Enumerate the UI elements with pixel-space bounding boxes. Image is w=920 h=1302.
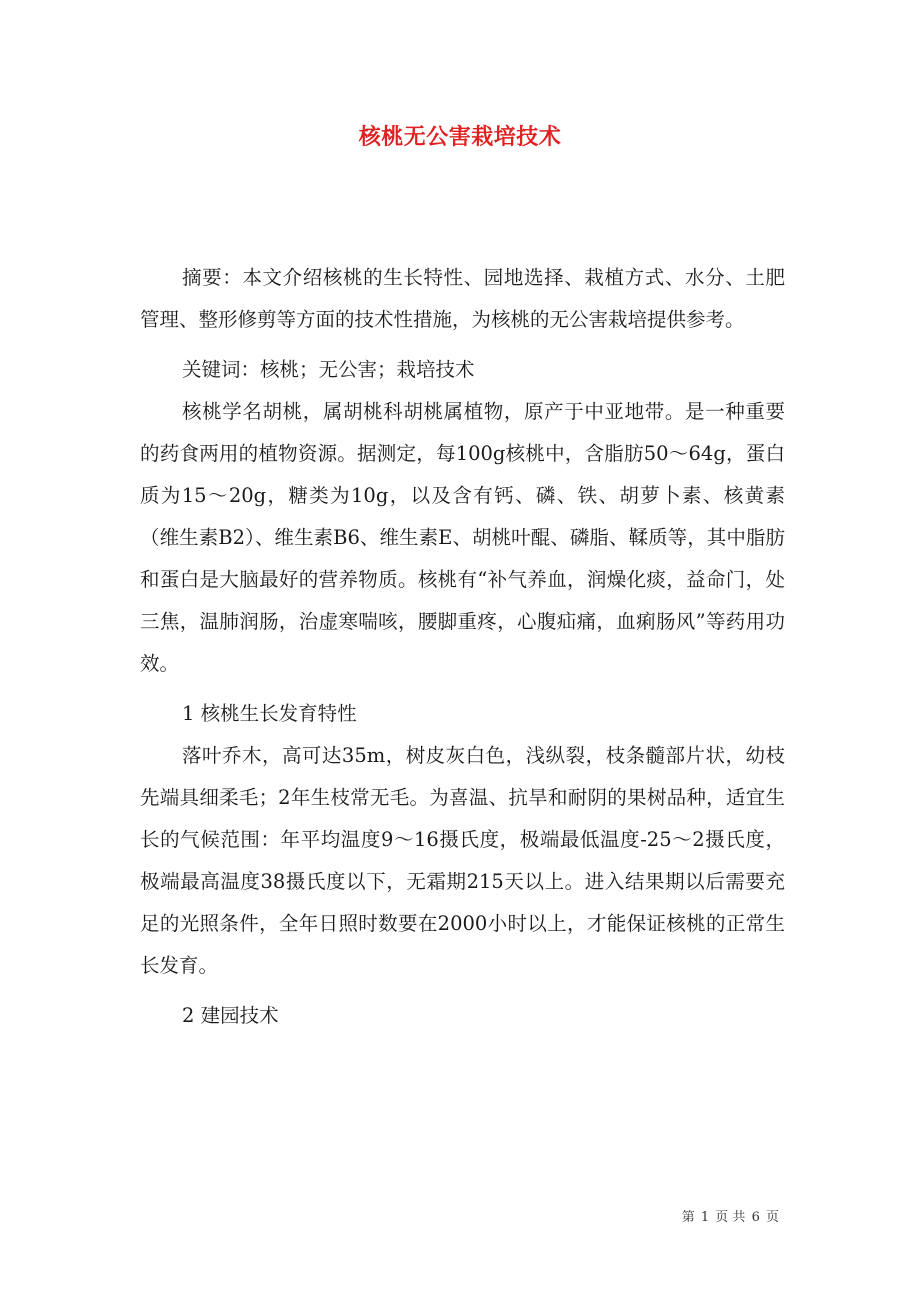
footer-page-number: 1 [700,1210,710,1225]
document-body [140,257,785,1037]
footer-mid: 页 共 [715,1210,746,1225]
section-1-paragraph: 落叶乔木，高可达35m，树皮灰白色，浅纵裂，枝条髓部片状，幼枝先端具细柔毛；2年生枝常无毛。为喜温、抗旱和耐阴的果树品种，适宜生长的气候范围：年平均温度9～16摄氏度，极端最低温度-25～2摄氏度，极端最高温度38摄氏度以下，无霜期215天以上。进入结果期以后需要充足的光照条件，全年日照时数要在2000小时以上，才能保证核桃的正常生长发育。 [140,744,785,977]
abstract-paragraph: 摘要：本文介绍核桃的生长特性、园地选择、栽植方式、水分、土肥管理、整形修剪等方面的技术性措施，为核桃的无公害栽培提供参考。 [140,266,785,331]
page-footer [681,1206,780,1225]
section-heading-2: 2 建园技术 [182,1004,279,1027]
footer-total-pages: 6 [751,1210,760,1225]
document-title: 核桃无公害栽培技术 [358,124,562,150]
footer-suffix: 页 [765,1210,779,1225]
footer-prefix: 第 [681,1210,695,1225]
section-heading-1: 1 核桃生长发育特性 [182,702,357,725]
intro-paragraph: 核桃学名胡桃，属胡桃科胡桃属植物，原产于中亚地带。是一种重要的药食两用的植物资源。据测定，每100g核桃中，含脂肪50～64g，蛋白质为15～20g，糖类为10g，以及含有钙、磷、铁、胡萝卜素、核黄素（维生素B2）、维生素B6、维生素E、胡桃叶醌、磷脂、鞣质等，其中脂肪和蛋白是大脑最好的营养物质。核桃有“补气养血，润燥化痰，益命门，处三焦，温肺润肠，治虚寒喘咳，腰脚重疼，心腹疝痛，血痢肠风”等药用功效。 [140,400,785,675]
keywords-paragraph: 关键词：核桃；无公害；栽培技术 [182,358,475,381]
